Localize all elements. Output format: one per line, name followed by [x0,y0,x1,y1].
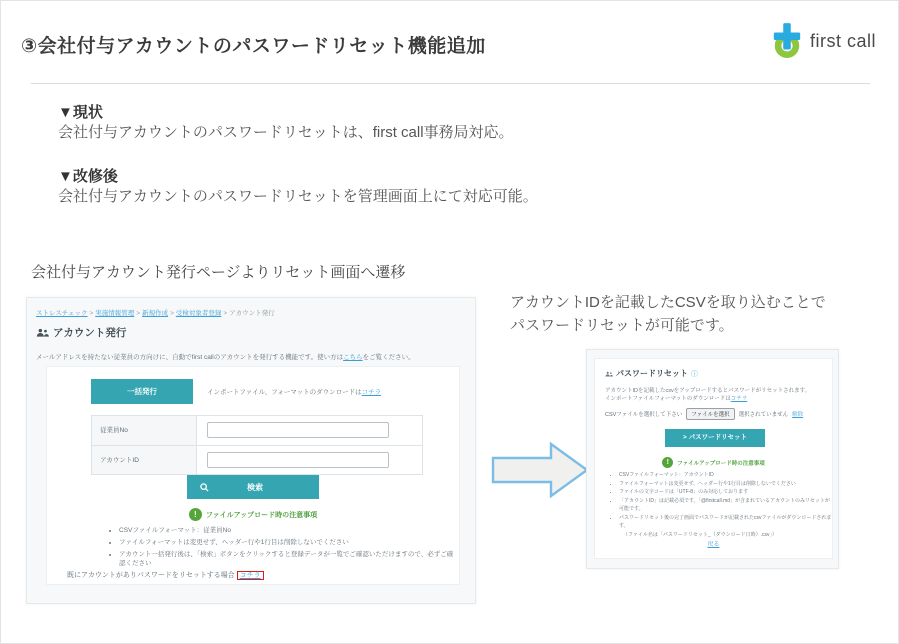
password-reset-screenshot [586,349,839,569]
password-reset-card [594,358,833,559]
upload-notice-heading: ! ファイルアップロード時の注意事項 [47,506,459,524]
note-item: • ファイルフォーマットは変更せず、ヘッダー行や1行目は削除しないでください [619,480,832,488]
breadcrumb-examinee-register[interactable]: 受検対象者登録 [175,310,222,317]
upload-notes-list [611,471,832,540]
file-select-row [605,408,803,420]
current-status-body: 会社付与アカウントのパスワードリセットは、first call事務局対応。 [58,124,514,141]
breadcrumb-new-create[interactable]: 新規作成 [142,310,169,317]
account-issue-title: アカウント発行 [36,325,126,340]
upload-notes-list [111,525,459,570]
account-issue-screenshot [26,297,476,604]
plus-cross-icon [771,23,803,59]
flow-caption: 会社付与アカウント発行ページよりリセット画面へ遷移 [31,264,406,281]
reset-here-link[interactable]: コチラ [237,571,264,580]
after-change-heading: ▼改修後 [58,168,118,185]
note-item: • CSVファイルフォーマット：アカウントID [619,471,832,479]
reset-description: アカウントIDを記載したcsvをアップロードするとパスワードがリセットされます。 [605,388,811,394]
employee-no-label: 従業員No [92,416,197,445]
password-reset-button[interactable]: > パスワードリセット [665,429,765,447]
search-form [91,415,423,475]
upload-notice-heading: ! ファイルアップロード時の注意事項 [595,454,832,472]
header-divider [31,83,870,84]
account-id-input[interactable] [207,452,389,468]
right-arrow [491,441,589,504]
after-change-body: 会社付与アカウントのパスワードリセットを管理画面上にて対応可能。 [58,188,538,205]
first-call-logo [771,23,876,59]
file-status: 選択されていません [738,412,789,418]
employee-no-input[interactable] [207,422,389,438]
file-select-label: CSVファイルを選択して下さい [605,412,683,418]
current-status-heading: ▼現状 [58,104,103,121]
breadcrumb-implementation-info[interactable]: 実施情報管理 [95,310,135,317]
batch-issue-tab[interactable]: 一括発行 [91,379,193,404]
note-item: • アカウント一括発行後は、「検索」ボタンをクリックすると登録データが一覧でご確認いただけますので、必ずご確認ください [119,549,459,567]
note-item: • パスワードリセット後の完了画面でパスワードが記載されたcsvファイルがダウンロードされます。 [619,514,832,530]
reset-link-line: 既にアカウントがありパスワードをリセットする場合 コチラ [67,570,264,580]
back-link[interactable]: 戻る [707,542,720,548]
reset-format-note: インポートファイルフォーマットのダウンロードはコチラ [605,396,748,402]
note-item: • CSVファイルフォーマット：従業員No [119,525,459,534]
search-button[interactable]: 検索 [187,475,319,499]
filename-note: （ファイル名は「パスワードリセット_（ダウンロード日時）.csv」） [623,531,778,538]
page-title: ③会社付与アカウントのパスワードリセット機能追加 [21,36,486,57]
import-format-link[interactable]: コチラ [361,389,382,396]
import-format-note: インポートファイル、フォーマットのダウンロードはコチラ [207,389,382,396]
breadcrumb-account-issue: アカウント発行 [229,310,275,317]
breadcrumb-stress-check[interactable]: ストレスチェック [36,310,88,317]
info-icon[interactable]: ⓘ [690,370,698,378]
breadcrumb: ストレスチェック > 実施情報管理 > 新規作成 > 受検対象者登録 > アカウント発行 [36,310,275,317]
form-row-employee-no [92,416,422,445]
users-icon [36,328,49,337]
note-item: • ファイルフォーマットは変更せず、ヘッダー行や1行目は削除しないでください [119,537,459,546]
password-reset-title: パスワードリセット ⓘ [605,368,698,379]
account-id-label: アカウントID [92,446,197,474]
account-issue-description: メールアドレスを持たない従業員の方向けに、自動でfirst callのアカウントを発行する機能です。使い方はこちらをご覧ください。 [36,354,415,361]
account-issue-card [46,366,460,585]
note-item: • 「アカウントID」は記載必須です。「@firstcall.md」が含まれているアカウントのみリセットが可能です。 [619,497,832,513]
format-download-link[interactable]: コチラ [730,396,748,402]
logo-text: first call [809,30,876,51]
file-select-button[interactable]: ファイルを選択 [686,408,734,420]
alert-icon: ! [189,508,202,521]
search-icon [200,483,209,492]
note-item: • ファイルの文字コードは「UTF-8」のみ対応しております [619,488,832,496]
alert-icon: ! [662,457,673,468]
csv-import-note: アカウントIDを記載したCSVを取り込むことで パスワードリセットが可能です。 [510,294,826,334]
form-row-account-id [92,445,422,474]
file-clear-link[interactable]: 解除 [792,412,804,418]
users-icon [605,371,613,377]
howto-link[interactable]: こちら [343,354,363,361]
